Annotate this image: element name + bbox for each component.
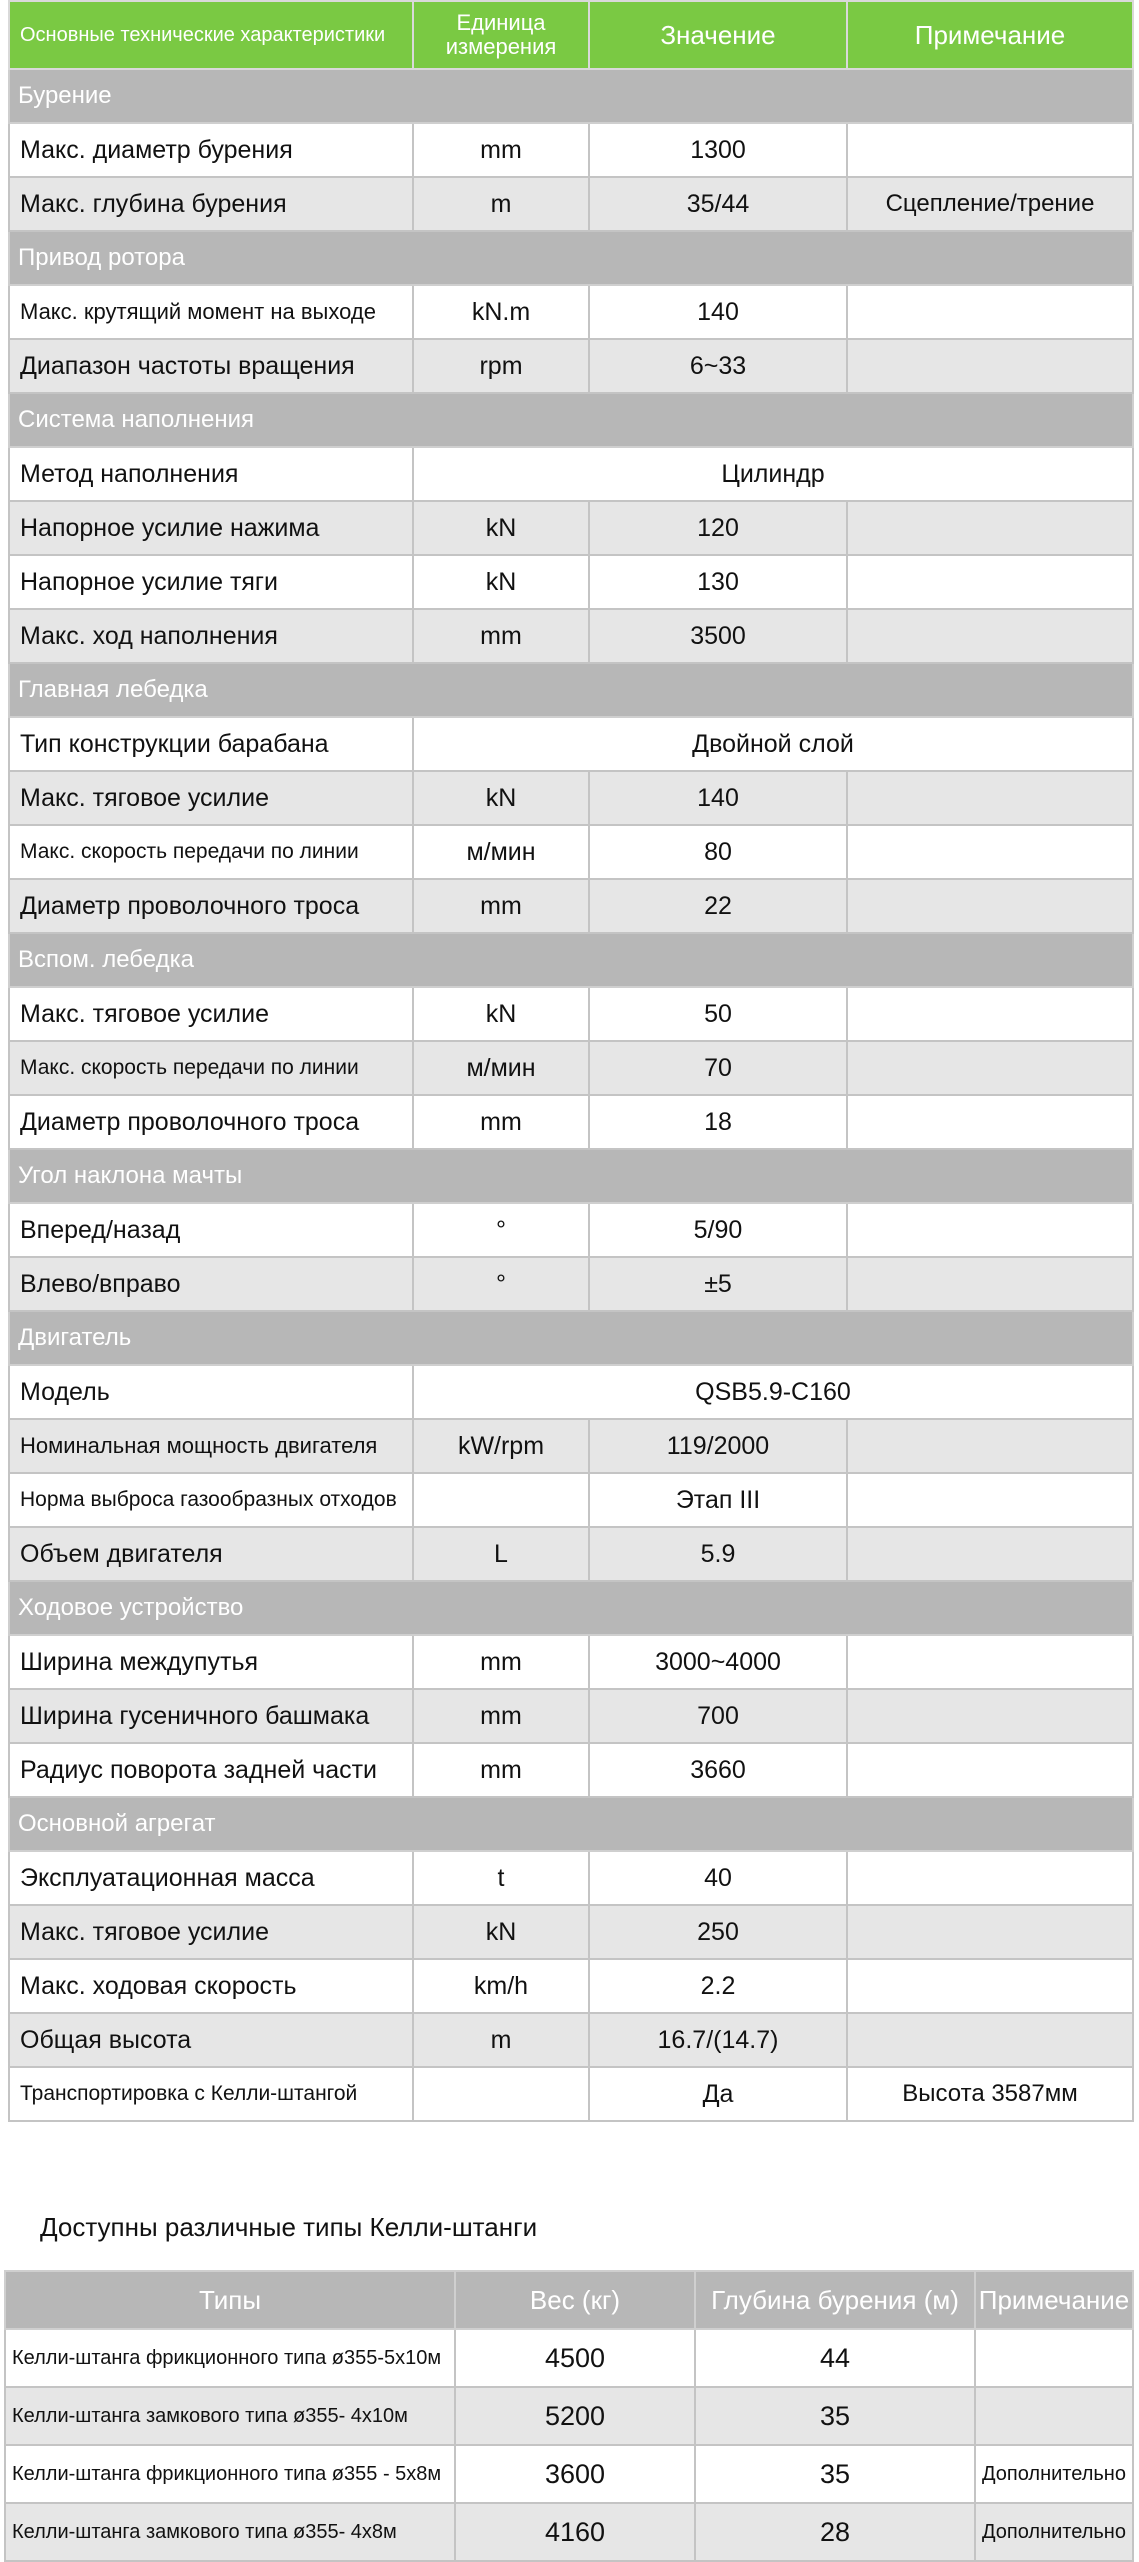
table-row [9,123,1133,177]
value-cell: 22 [589,879,847,933]
param-cell: Макс. глубина бурения [9,177,413,231]
header-note: Примечание [847,1,1133,69]
spec-table-header [9,1,1133,69]
value-cell: 18 [589,1095,847,1149]
table-row [9,177,1133,231]
param-cell: Транспортировка с Келли-штангой [9,2067,413,2121]
unit-cell: ° [413,1257,589,1311]
header-weight: Вес (кг) [455,2271,695,2329]
section-main-winch [9,663,1133,717]
param-cell: Вперед/назад [9,1203,413,1257]
unit-cell: L [413,1527,589,1581]
header-unit: Единица измерения [413,1,589,69]
unit-cell: mm [413,879,589,933]
table-row [9,2013,1133,2067]
value-cell: 130 [589,555,847,609]
header-value: Значение [589,1,847,69]
param-cell: Модель [9,1365,413,1419]
value-cell: 140 [589,285,847,339]
unit-cell: rpm [413,339,589,393]
kelly-weight-cell: 4500 [455,2329,695,2387]
note-cell [847,1041,1133,1095]
param-cell: Макс. крутящий момент на выходе [9,285,413,339]
kelly-note-cell [975,2329,1133,2387]
table-row [5,2387,1133,2445]
table-row [9,1419,1133,1473]
param-cell: Диапазон частоты вращения [9,339,413,393]
param-cell: Макс. ход наполнения [9,609,413,663]
section-aux-winch [9,933,1133,987]
note-cell [847,285,1133,339]
note-cell [847,2013,1133,2067]
note-cell [847,771,1133,825]
section-title: Угол наклона мачты [9,1149,1133,1203]
value-cell: ±5 [589,1257,847,1311]
param-cell: Номинальная мощность двигателя [9,1419,413,1473]
param-cell: Ширина гусеничного башмака [9,1689,413,1743]
kelly-type-cell: Келли-штанга замкового типа ø355- 4x10м [5,2387,455,2445]
value-cell: 700 [589,1689,847,1743]
table-row [9,2067,1133,2121]
value-cell: 70 [589,1041,847,1095]
value-cell: 40 [589,1851,847,1905]
unit-cell: m [413,177,589,231]
value-cell: 1300 [589,123,847,177]
note-cell [847,339,1133,393]
param-cell: Норма выброса газообразных отходов [9,1473,413,1527]
value-cell: 120 [589,501,847,555]
unit-cell: mm [413,609,589,663]
table-row [9,1905,1133,1959]
value-cell: 6~33 [589,339,847,393]
unit-cell: kN [413,1905,589,1959]
table-row [9,879,1133,933]
value-cell: 16.7/(14.7) [589,2013,847,2067]
table-row [5,2445,1133,2503]
value-cell: 35/44 [589,177,847,231]
table-row [9,825,1133,879]
note-cell: Сцепление/трение [847,177,1133,231]
table-row [9,609,1133,663]
value-cell: 5.9 [589,1527,847,1581]
note-cell [847,1203,1133,1257]
header-depth: Глубина бурения (м) [695,2271,975,2329]
param-cell: Макс. ходовая скорость [9,1959,413,2013]
unit-cell: mm [413,1689,589,1743]
table-row [9,1203,1133,1257]
unit-cell: kN [413,771,589,825]
kelly-depth-cell: 28 [695,2503,975,2561]
note-cell [847,1689,1133,1743]
section-mast-inclination [9,1149,1133,1203]
unit-cell [413,1473,589,1527]
table-row [5,2503,1133,2561]
note-cell [847,1743,1133,1797]
param-cell: Напорное усилие тяги [9,555,413,609]
section-drilling [9,69,1133,123]
section-title: Бурение [9,69,1133,123]
section-base-unit [9,1797,1133,1851]
unit-cell: kN.m [413,285,589,339]
section-title: Вспом. лебедка [9,933,1133,987]
header-characteristics: Основные технические характеристики [9,1,413,69]
kelly-type-cell: Келли-штанга фрикционного типа ø355 - 5x8м [5,2445,455,2503]
table-row [9,1527,1133,1581]
param-cell: Влево/вправо [9,1257,413,1311]
table-row [9,1095,1133,1149]
note-cell [847,609,1133,663]
note-cell [847,825,1133,879]
unit-cell [413,2067,589,2121]
unit-cell: ° [413,1203,589,1257]
value-cell: 3000~4000 [589,1635,847,1689]
param-cell: Метод наполнения [9,447,413,501]
param-cell: Диаметр проволочного троса [9,1095,413,1149]
spec-table [8,0,1134,2122]
param-cell: Макс. скорость передачи по линии [9,1041,413,1095]
value-cell: Цилиндр [413,447,1133,501]
param-cell: Макс. тяговое усилие [9,987,413,1041]
table-row [9,1959,1133,2013]
kelly-note-cell: Дополнительно [975,2445,1133,2503]
value-cell: 3660 [589,1743,847,1797]
table-row [9,447,1133,501]
param-cell: Диаметр проволочного троса [9,879,413,933]
unit-cell: kN [413,555,589,609]
table-row [9,1041,1133,1095]
unit-cell: mm [413,123,589,177]
section-title: Ходовое устройство [9,1581,1133,1635]
kelly-type-cell: Келли-штанга замкового типа ø355- 4x8м [5,2503,455,2561]
note-cell [847,501,1133,555]
unit-cell: kN [413,987,589,1041]
kelly-type-cell: Келли-штанга фрикционного типа ø355-5x10м [5,2329,455,2387]
table-row [9,771,1133,825]
kelly-bar-title: Доступны различные типы Келли-штанги [40,2212,538,2242]
table-row [9,501,1133,555]
note-cell [847,879,1133,933]
value-cell: Двойной слой [413,717,1133,771]
kelly-table-header [5,2271,1133,2329]
section-title: Основной агрегат [9,1797,1133,1851]
kelly-weight-cell: 3600 [455,2445,695,2503]
note-cell [847,1635,1133,1689]
value-cell: 250 [589,1905,847,1959]
unit-cell: m [413,2013,589,2067]
table-row [9,1635,1133,1689]
unit-cell: t [413,1851,589,1905]
note-cell [847,555,1133,609]
note-cell [847,1959,1133,2013]
note-cell [847,1527,1133,1581]
section-title: Двигатель [9,1311,1133,1365]
param-cell: Макс. скорость передачи по линии [9,825,413,879]
table-row [9,1689,1133,1743]
unit-cell: mm [413,1743,589,1797]
table-row [9,1743,1133,1797]
unit-cell: kN [413,501,589,555]
value-cell: QSB5.9-C160 [413,1365,1133,1419]
value-cell: 3500 [589,609,847,663]
unit-cell: м/мин [413,1041,589,1095]
value-cell: 5/90 [589,1203,847,1257]
note-cell [847,123,1133,177]
unit-cell: mm [413,1635,589,1689]
table-row [9,717,1133,771]
section-title: Привод ротора [9,231,1133,285]
value-cell: 80 [589,825,847,879]
note-cell [847,1905,1133,1959]
table-row [9,1365,1133,1419]
note-cell [847,987,1133,1041]
kelly-bar-table [4,2270,1134,2562]
param-cell: Макс. тяговое усилие [9,1905,413,1959]
param-cell: Тип конструкции барабана [9,717,413,771]
kelly-depth-cell: 44 [695,2329,975,2387]
unit-cell: м/мин [413,825,589,879]
section-rotary-drive [9,231,1133,285]
table-row [9,987,1133,1041]
kelly-weight-cell: 4160 [455,2503,695,2561]
kelly-depth-cell: 35 [695,2445,975,2503]
section-title: Главная лебедка [9,663,1133,717]
section-engine [9,1311,1133,1365]
value-cell: Да [589,2067,847,2121]
kelly-note-cell: Дополнительно [975,2503,1133,2561]
value-cell: 119/2000 [589,1419,847,1473]
section-undercarriage [9,1581,1133,1635]
table-row [9,1851,1133,1905]
value-cell: 50 [589,987,847,1041]
param-cell: Эксплуатационная масса [9,1851,413,1905]
param-cell: Макс. тяговое усилие [9,771,413,825]
param-cell: Общая высота [9,2013,413,2067]
unit-cell: mm [413,1095,589,1149]
param-cell: Напорное усилие нажима [9,501,413,555]
kelly-note-cell [975,2387,1133,2445]
param-cell: Объем двигателя [9,1527,413,1581]
param-cell: Ширина междупутья [9,1635,413,1689]
param-cell: Радиус поворота задней части [9,1743,413,1797]
header-type: Типы [5,2271,455,2329]
value-cell: Этап III [589,1473,847,1527]
value-cell: 140 [589,771,847,825]
table-row [5,2329,1133,2387]
note-cell [847,1851,1133,1905]
table-row [9,1257,1133,1311]
table-row [9,285,1133,339]
table-row [9,1473,1133,1527]
kelly-depth-cell: 35 [695,2387,975,2445]
table-row [9,555,1133,609]
section-title: Система наполнения [9,393,1133,447]
header-note: Примечание [975,2271,1133,2329]
unit-cell: km/h [413,1959,589,2013]
note-cell [847,1095,1133,1149]
param-cell: Макс. диаметр бурения [9,123,413,177]
unit-cell: kW/rpm [413,1419,589,1473]
note-cell [847,1419,1133,1473]
note-cell: Высота 3587мм [847,2067,1133,2121]
section-crowd-system [9,393,1133,447]
kelly-weight-cell: 5200 [455,2387,695,2445]
table-row [9,339,1133,393]
note-cell [847,1257,1133,1311]
value-cell: 2.2 [589,1959,847,2013]
note-cell [847,1473,1133,1527]
